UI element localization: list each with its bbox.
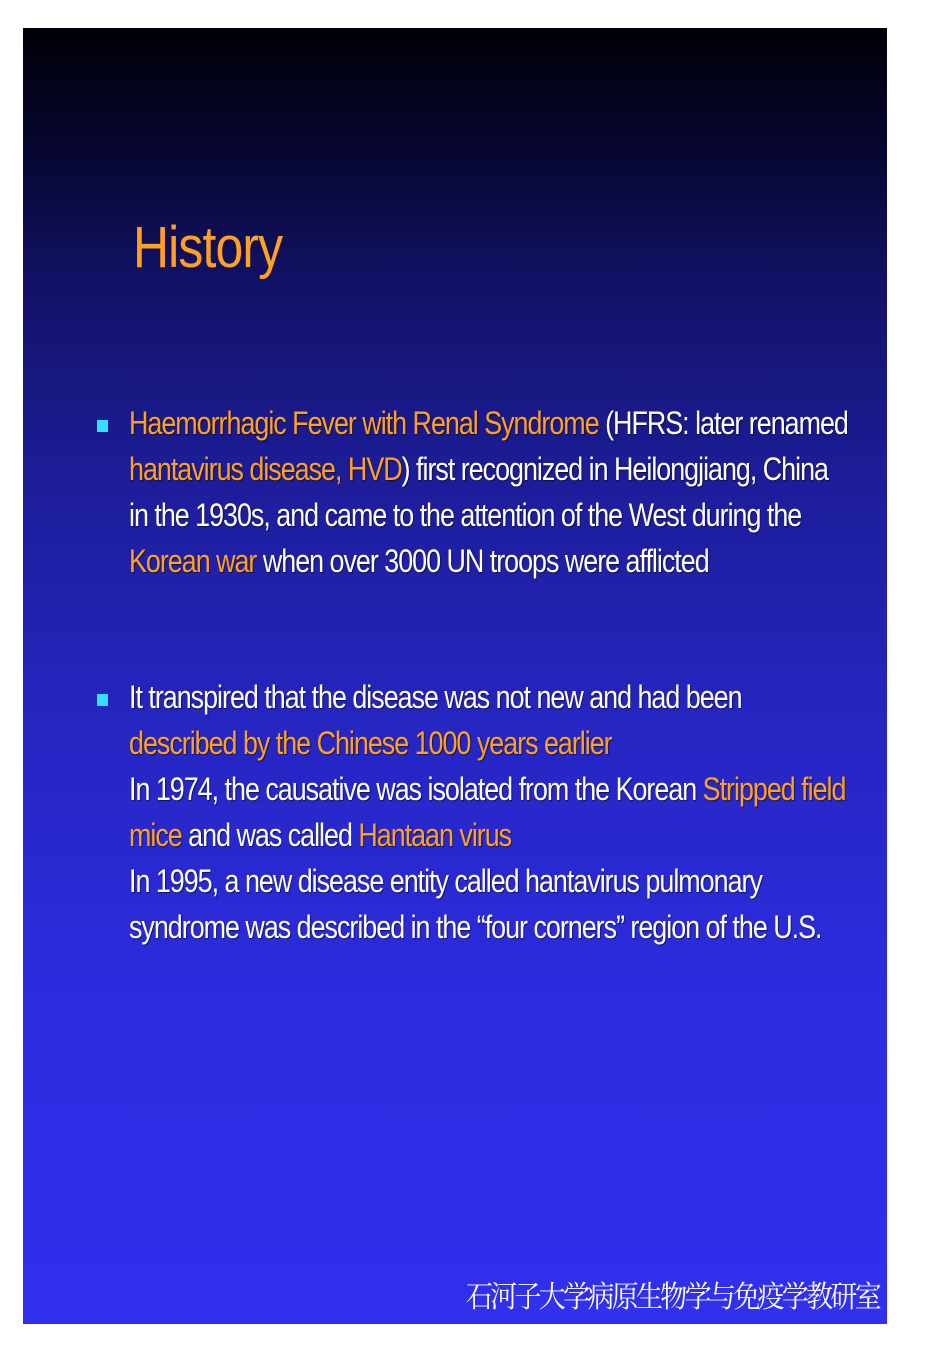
highlight-text: Hantaan virus [358,817,512,853]
body-text: in the 1930s, and came to the attention of the West during the [129,497,802,533]
text-line [129,674,826,720]
body-text: (HFRS: later renamed [598,405,848,441]
bullet-text [129,400,848,584]
body-text: It transpired that the disease was not new and had been [129,679,742,715]
highlight-text: described by the Chinese 1000 years earlier [129,725,612,761]
slide-title: History [133,215,283,280]
text-line [129,858,826,904]
body-text: ) first recognized in Heilongjiang, China [401,451,828,487]
body-text: In 1995, a new disease entity called hantavirus pulmonary [129,863,762,899]
footer-institution: 石河子大学病原生物学与免疫学教研室 [465,1280,879,1315]
slide [23,28,887,1324]
highlight-text: hantavirus disease, HVD [129,451,402,487]
text-line [129,812,826,858]
body-text: and was called [181,817,359,853]
text-line [129,766,846,812]
text-line [129,492,826,538]
body-text: syndrome was described in the “four corners” region of the U.S. [129,909,822,945]
text-line [129,538,826,584]
highlight-text: Haemorrhagic Fever with Renal Syndrome [129,405,599,441]
square-bullet-icon [97,694,108,706]
square-bullet-icon [97,420,108,432]
text-line [129,446,826,492]
highlight-text: mice [129,817,182,853]
highlight-text: Korean war [129,543,257,579]
body-text: when over 3000 UN troops were afflicted [256,543,709,579]
body-text: In 1974, the causative was isolated from the Korean [129,771,703,807]
text-line [129,720,826,766]
text-line [129,400,848,446]
bullet-text [129,674,846,950]
text-line [129,904,826,950]
highlight-text: Stripped field [702,771,846,807]
